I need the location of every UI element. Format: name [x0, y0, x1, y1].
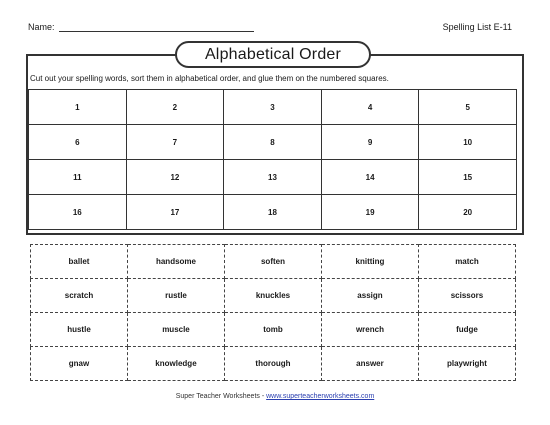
- number-row: [29, 125, 517, 160]
- numbered-square: 2: [126, 90, 224, 125]
- page-title: Alphabetical Order: [175, 41, 371, 68]
- word-card[interactable]: fudge: [418, 313, 515, 347]
- numbered-square: 16: [29, 195, 127, 230]
- word-card[interactable]: assign: [321, 279, 418, 313]
- word-card[interactable]: playwright: [418, 347, 515, 381]
- word-card[interactable]: scissors: [418, 279, 515, 313]
- number-row: [29, 160, 517, 195]
- word-card[interactable]: match: [418, 245, 515, 279]
- footer: [0, 393, 550, 400]
- numbered-square: 6: [29, 125, 127, 160]
- numbered-square: 20: [419, 195, 517, 230]
- numbered-square: 14: [321, 160, 419, 195]
- numbered-square: 18: [224, 195, 322, 230]
- word-card[interactable]: soften: [224, 245, 321, 279]
- numbered-square: 17: [126, 195, 224, 230]
- name-line[interactable]: [59, 23, 254, 32]
- word-card[interactable]: muscle: [127, 313, 224, 347]
- instructions: Cut out your spelling words, sort them in alphabetical order, and glue them on the numbered squares.: [30, 74, 389, 83]
- word-card[interactable]: rustle: [127, 279, 224, 313]
- word-row: [31, 279, 516, 313]
- number-row: [29, 195, 517, 230]
- word-card[interactable]: handsome: [127, 245, 224, 279]
- numbered-square: 9: [321, 125, 419, 160]
- numbered-square: 11: [29, 160, 127, 195]
- numbered-square: 7: [126, 125, 224, 160]
- number-row: [29, 90, 517, 125]
- word-card[interactable]: hustle: [31, 313, 128, 347]
- numbered-square: 3: [224, 90, 322, 125]
- word-card[interactable]: thorough: [224, 347, 321, 381]
- word-card[interactable]: knowledge: [127, 347, 224, 381]
- numbered-square: 19: [321, 195, 419, 230]
- numbered-square: 5: [419, 90, 517, 125]
- numbered-square: 15: [419, 160, 517, 195]
- word-card[interactable]: ballet: [31, 245, 128, 279]
- footer-link[interactable]: www.superteacherworksheets.com: [266, 393, 375, 400]
- numbered-squares-grid: [28, 89, 517, 230]
- word-card[interactable]: knitting: [321, 245, 418, 279]
- name-field-row: [28, 22, 254, 32]
- numbered-square: 12: [126, 160, 224, 195]
- numbered-square: 10: [419, 125, 517, 160]
- numbered-square: 1: [29, 90, 127, 125]
- word-card[interactable]: knuckles: [224, 279, 321, 313]
- word-row: [31, 347, 516, 381]
- word-card[interactable]: wrench: [321, 313, 418, 347]
- footer-text: Super Teacher Worksheets -: [175, 393, 267, 400]
- word-row: [31, 313, 516, 347]
- numbered-square: 8: [224, 125, 322, 160]
- word-row: [31, 245, 516, 279]
- word-card[interactable]: tomb: [224, 313, 321, 347]
- name-label: Name:: [28, 22, 55, 32]
- numbered-square: 13: [224, 160, 322, 195]
- word-card[interactable]: scratch: [31, 279, 128, 313]
- word-card[interactable]: gnaw: [31, 347, 128, 381]
- numbered-square: 4: [321, 90, 419, 125]
- word-cutout-grid: [30, 244, 516, 381]
- spelling-list-id: Spelling List E-11: [442, 22, 512, 32]
- word-card[interactable]: answer: [321, 347, 418, 381]
